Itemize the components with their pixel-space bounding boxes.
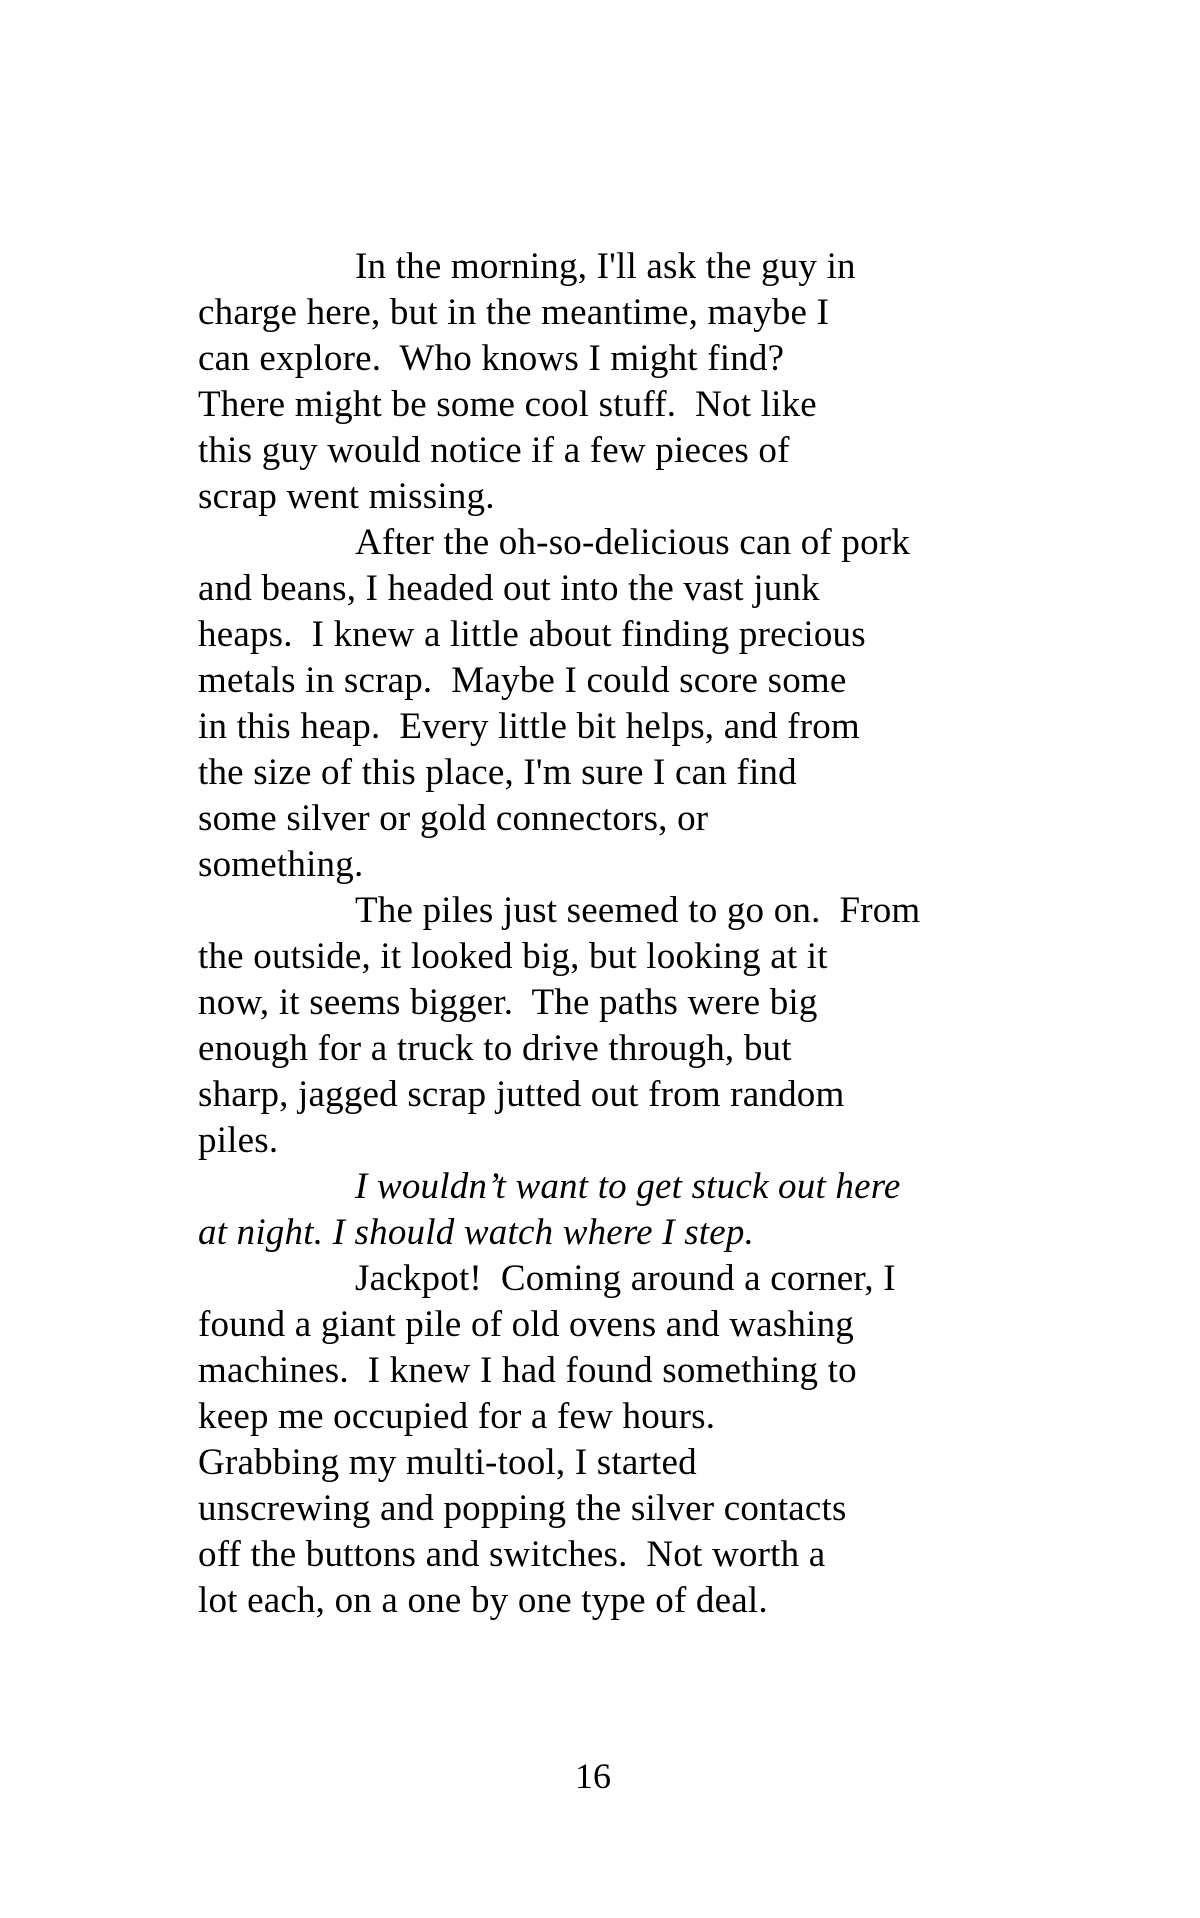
text-line: Grabbing my multi-tool, I started: [198, 1442, 697, 1483]
text-line: can explore. Who knows I might find?: [198, 338, 785, 379]
text-line: some silver or gold connectors, or: [198, 798, 709, 839]
text-line: After the oh-so-delicious can of pork: [355, 522, 911, 563]
body-text: [198, 244, 988, 1624]
text-line: something.: [198, 844, 364, 885]
text-line: off the buttons and switches. Not worth a: [198, 1534, 826, 1575]
text-line: now, it seems bigger. The paths were big: [198, 982, 818, 1023]
text-line: found a giant pile of old ovens and washing: [198, 1304, 854, 1345]
text-line: machines. I knew I had found something to: [198, 1350, 857, 1391]
text-line: piles.: [198, 1120, 279, 1161]
text-line: In the morning, I'll ask the guy in: [355, 246, 856, 287]
text-line: enough for a truck to drive through, but: [198, 1028, 792, 1069]
text-line: charge here, but in the meantime, maybe I: [198, 292, 830, 333]
text-line: the outside, it looked big, but looking at it: [198, 936, 828, 977]
page-number: 16: [575, 1756, 611, 1796]
text-line: this guy would notice if a few pieces of: [198, 430, 790, 471]
text-line: I wouldn’t want to get stuck out here: [355, 1166, 901, 1207]
text-line: scrap went missing.: [198, 476, 495, 517]
text-line: metals in scrap. Maybe I could score some: [198, 660, 847, 701]
text-line: The piles just seemed to go on. From: [355, 890, 921, 931]
text-line: Jackpot! Coming around a corner, I: [355, 1258, 896, 1299]
text-line: keep me occupied for a few hours.: [198, 1396, 716, 1437]
text-line: at night. I should watch where I step.: [198, 1212, 755, 1253]
text-line: and beans, I headed out into the vast junk: [198, 568, 820, 609]
text-line: lot each, on a one by one type of deal.: [198, 1580, 768, 1621]
text-line: unscrewing and popping the silver contacts: [198, 1488, 847, 1529]
text-line: There might be some cool stuff. Not like: [198, 384, 817, 425]
text-line: the size of this place, I'm sure I can find: [198, 752, 797, 793]
text-line: sharp, jagged scrap jutted out from random: [198, 1074, 845, 1115]
text-line: in this heap. Every little bit helps, and from: [198, 706, 860, 747]
text-line: heaps. I knew a little about finding precious: [198, 614, 866, 655]
